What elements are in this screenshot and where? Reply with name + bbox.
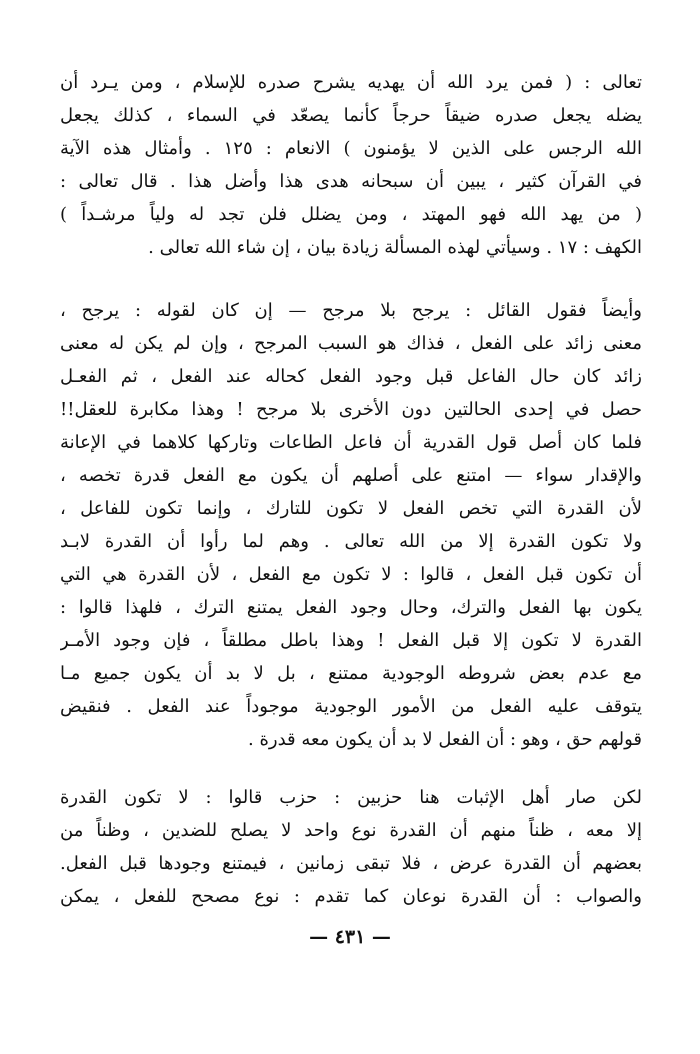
paragraph-2 bbox=[60, 294, 642, 756]
text-line: والصواب : أن القدرة نوعان كما تقدم : نوع مصحح للفعل ، يمكن bbox=[60, 886, 642, 907]
text-line: يضله يجعل صدره ضيقاً حرجاً كأنما يصعّد في السماء ، كذلك يجعل bbox=[60, 105, 642, 126]
paragraph-1 bbox=[60, 66, 642, 264]
text-line: ( من يهد الله فهو المهتد ، ومن يضلل فلن تجد له ولياً مرشـداً ) bbox=[60, 204, 642, 225]
text-line: لأن القدرة التي تخص الفعل لا تكون للتارك ، وإنما تكون للفاعل ، bbox=[60, 498, 642, 519]
text-line: لكن صار أهل الإثبات هنا حزبين : حزب قالوا : لا تكون القدرة bbox=[60, 787, 642, 808]
text-line: معنى زائد على الفعل ، فذاك هو السبب المرجح ، وإن لم يكن له معنى bbox=[60, 333, 642, 354]
text-line: الله الرجس على الذين لا يؤمنون ) الانعام : ١٢٥ . وأمثال هذه الآية bbox=[60, 138, 642, 159]
text-line: وأيضاً فقول القائل : يرجح بلا مرجح — إن كان لقوله : يرجح ، bbox=[60, 300, 642, 321]
text-line: مع عدم بعض شروطه الوجودية ممتنع ، بل لا بد أن يكون جميع مـا bbox=[60, 663, 642, 684]
text-line: إلا معه ، ظناً منهم أن القدرة نوع واحد لا يصلح للضدين ، وظناً من bbox=[60, 820, 642, 841]
text-line: تعالى : ( فمن يرد الله أن يهديه يشرح صدره للإسلام ، ومن يـرد أن bbox=[60, 72, 642, 93]
text-line: زائد كان حال الفاعل قبل وجود الفعل كحاله عند الفعل ، ثم الفعـل bbox=[60, 366, 642, 387]
paragraph-3 bbox=[60, 781, 642, 913]
text-line: قولهم حق ، وهو : أن الفعل لا بد أن يكون معه قدرة . bbox=[248, 729, 642, 750]
text-line: أن تكون قبل الفعل ، قالوا : لا تكون مع الفعل ، لأن القدرة هي التي bbox=[60, 564, 642, 585]
text-line: يتوقف عليه الفعل من الأمور الوجودية موجوداً عند الفعل . فنقيض bbox=[60, 696, 642, 717]
text-line: يكون بها الفعل والترك، وحال وجود الفعل يمتنع الترك ، فلهذا قالوا : bbox=[60, 597, 642, 618]
paragraph-gap bbox=[60, 756, 642, 781]
text-line: فلما كان أصل قول القدرية أن فاعل الطاعات وتاركها كلاهما في الإعانة bbox=[60, 432, 642, 453]
page-number: — ٤٣١ — bbox=[309, 926, 391, 948]
text-line: في القرآن كثير ، يبين أن سبحانه هدى هذا وأضل هذا . قال تعالى : bbox=[60, 171, 642, 192]
text-line: الكهف : ١٧ . وسيأتي لهذه المسألة زيادة بيان ، إن شاء الله تعالى . bbox=[148, 237, 642, 258]
text-line: حصل في إحدى الحالتين دون الأخرى بلا مرجح ! وهذا مكابرة للعقل!! bbox=[60, 399, 642, 420]
paragraph-gap bbox=[60, 264, 642, 294]
text-line: بعضهم أن القدرة عرض ، فلا تبقى زمانين ، فيمتنع وجودها قبل الفعل. bbox=[60, 853, 642, 874]
text-line: القدرة لا تكون إلا قبل الفعل ! وهذا باطل مطلقاً ، فإن وجود الأمـر bbox=[60, 630, 642, 651]
text-line: والإقدار سواء — امتنع على أصلهم أن يكون مع الفعل قدرة تخصه ، bbox=[60, 465, 642, 486]
text-line: ولا تكون القدرة إلا من الله تعالى . وهم لما رأوا أن القدرة لابـد bbox=[60, 531, 642, 552]
